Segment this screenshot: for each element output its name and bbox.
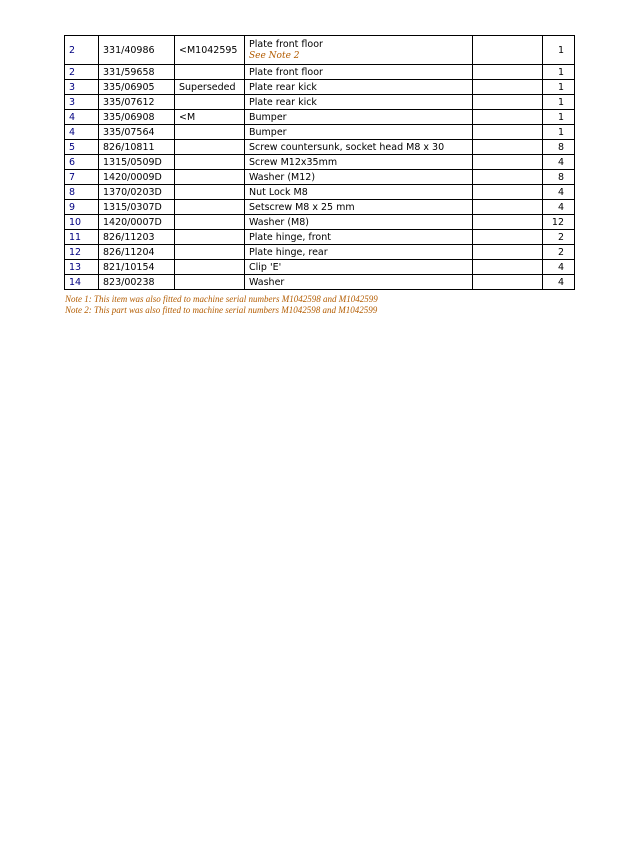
part-number-cell: 1315/0509D	[99, 155, 175, 170]
quantity-cell: 8	[543, 140, 575, 155]
quantity-cell: 1	[543, 36, 575, 65]
description-text: Bumper	[249, 111, 287, 123]
part-number-cell: 826/11203	[99, 230, 175, 245]
blank-cell	[473, 170, 543, 185]
blank-cell	[473, 65, 543, 80]
item-number-cell: 4	[65, 125, 99, 140]
description-text: Bumper	[249, 126, 287, 138]
description-text: Screw M12x35mm	[249, 156, 338, 168]
part-number-cell: 826/11204	[99, 245, 175, 260]
table-row	[65, 36, 575, 65]
description-text: Washer (M8)	[249, 216, 310, 228]
item-number-cell: 7	[65, 170, 99, 185]
item-number-cell: 9	[65, 200, 99, 215]
description-text: Plate hinge, rear	[249, 246, 328, 258]
part-number-cell: 826/10811	[99, 140, 175, 155]
blank-cell	[473, 275, 543, 290]
part-number-cell: 823/00238	[99, 275, 175, 290]
blank-cell	[473, 95, 543, 110]
blank-cell	[473, 185, 543, 200]
quantity-cell: 1	[543, 110, 575, 125]
quantity-cell: 4	[543, 185, 575, 200]
serial-range-cell	[175, 140, 245, 155]
description-cell	[245, 125, 473, 140]
serial-range-cell	[175, 125, 245, 140]
part-number-cell: 1420/0007D	[99, 215, 175, 230]
parts-table	[64, 35, 575, 290]
table-row	[65, 185, 575, 200]
blank-cell	[473, 200, 543, 215]
quantity-cell: 1	[543, 95, 575, 110]
table-row	[65, 140, 575, 155]
table-row	[65, 230, 575, 245]
table-row	[65, 125, 575, 140]
serial-range-cell	[175, 170, 245, 185]
quantity-cell: 1	[543, 80, 575, 95]
table-row	[65, 275, 575, 290]
item-number-cell: 5	[65, 140, 99, 155]
description-cell	[245, 36, 473, 65]
blank-cell	[473, 260, 543, 275]
serial-range-cell	[175, 260, 245, 275]
table-row	[65, 215, 575, 230]
part-number-cell: 335/07564	[99, 125, 175, 140]
serial-range-cell: Superseded	[175, 80, 245, 95]
blank-cell	[473, 80, 543, 95]
quantity-cell: 2	[543, 245, 575, 260]
item-number-cell: 10	[65, 215, 99, 230]
footnotes	[65, 294, 585, 316]
description-cell	[245, 260, 473, 275]
blank-cell	[473, 140, 543, 155]
part-number-cell: 335/06905	[99, 80, 175, 95]
item-number-cell: 2	[65, 36, 99, 65]
description-text: Clip 'E'	[249, 261, 282, 273]
description-text: Nut Lock M8	[249, 186, 308, 198]
item-number-cell: 12	[65, 245, 99, 260]
quantity-cell: 1	[543, 65, 575, 80]
table-row	[65, 155, 575, 170]
serial-range-cell	[175, 275, 245, 290]
quantity-cell: 1	[543, 125, 575, 140]
serial-range-cell: <M1042595	[175, 36, 245, 65]
description-cell	[245, 155, 473, 170]
serial-range-cell	[175, 215, 245, 230]
description-cell	[245, 95, 473, 110]
quantity-cell: 8	[543, 170, 575, 185]
serial-range-cell	[175, 65, 245, 80]
item-number-cell: 3	[65, 80, 99, 95]
description-cell	[245, 185, 473, 200]
item-number-cell: 14	[65, 275, 99, 290]
description-cell	[245, 170, 473, 185]
table-row	[65, 65, 575, 80]
item-number-cell: 4	[65, 110, 99, 125]
description-cell	[245, 275, 473, 290]
serial-range-cell	[175, 95, 245, 110]
blank-cell	[473, 245, 543, 260]
blank-cell	[473, 155, 543, 170]
description-text: Plate rear kick	[249, 96, 317, 108]
table-row	[65, 245, 575, 260]
table-row	[65, 80, 575, 95]
description-note: See Note 2	[249, 51, 300, 61]
quantity-cell: 4	[543, 200, 575, 215]
blank-cell	[473, 110, 543, 125]
description-cell	[245, 110, 473, 125]
part-number-cell: 1315/0307D	[99, 200, 175, 215]
part-number-cell: 335/07612	[99, 95, 175, 110]
table-row	[65, 260, 575, 275]
serial-range-cell	[175, 245, 245, 260]
item-number-cell: 2	[65, 65, 99, 80]
serial-range-cell	[175, 155, 245, 170]
serial-range-cell: <M	[175, 110, 245, 125]
item-number-cell: 11	[65, 230, 99, 245]
description-text: Setscrew M8 x 25 mm	[249, 201, 355, 213]
quantity-cell: 4	[543, 275, 575, 290]
description-cell	[245, 65, 473, 80]
description-cell	[245, 200, 473, 215]
item-number-cell: 8	[65, 185, 99, 200]
description-cell	[245, 230, 473, 245]
table-row	[65, 170, 575, 185]
description-text: Plate rear kick	[249, 81, 317, 93]
description-cell	[245, 215, 473, 230]
table-row	[65, 200, 575, 215]
serial-range-cell	[175, 185, 245, 200]
description-text: Plate hinge, front	[249, 231, 331, 243]
blank-cell	[473, 125, 543, 140]
part-number-cell: 331/59658	[99, 65, 175, 80]
description-text: Screw countersunk, socket head M8 x 30	[249, 141, 445, 153]
description-text: Washer	[249, 276, 285, 288]
item-number-cell: 3	[65, 95, 99, 110]
part-number-cell: 1370/0203D	[99, 185, 175, 200]
description-text: Washer (M12)	[249, 171, 316, 183]
description-cell	[245, 80, 473, 95]
parts-table-body	[65, 36, 575, 290]
quantity-cell: 4	[543, 155, 575, 170]
part-number-cell: 1420/0009D	[99, 170, 175, 185]
item-number-cell: 13	[65, 260, 99, 275]
quantity-cell: 2	[543, 230, 575, 245]
part-number-cell: 821/10154	[99, 260, 175, 275]
quantity-cell: 12	[543, 215, 575, 230]
part-number-cell: 335/06908	[99, 110, 175, 125]
part-number-cell: 331/40986	[99, 36, 175, 65]
blank-cell	[473, 215, 543, 230]
description-text: Plate front floor	[249, 39, 323, 50]
blank-cell	[473, 230, 543, 245]
table-row	[65, 95, 575, 110]
item-number-cell: 6	[65, 155, 99, 170]
blank-cell	[473, 36, 543, 65]
serial-range-cell	[175, 200, 245, 215]
description-text: Plate front floor	[249, 66, 323, 78]
quantity-cell: 4	[543, 260, 575, 275]
footnote-2: Note 2: This part was also fitted to machine serial numbers M1042598 and M1042599	[65, 305, 378, 315]
description-cell	[245, 140, 473, 155]
description-cell	[245, 245, 473, 260]
serial-range-cell	[175, 230, 245, 245]
table-row	[65, 110, 575, 125]
footnote-1: Note 1: This item was also fitted to machine serial numbers M1042598 and M1042599	[65, 294, 378, 304]
